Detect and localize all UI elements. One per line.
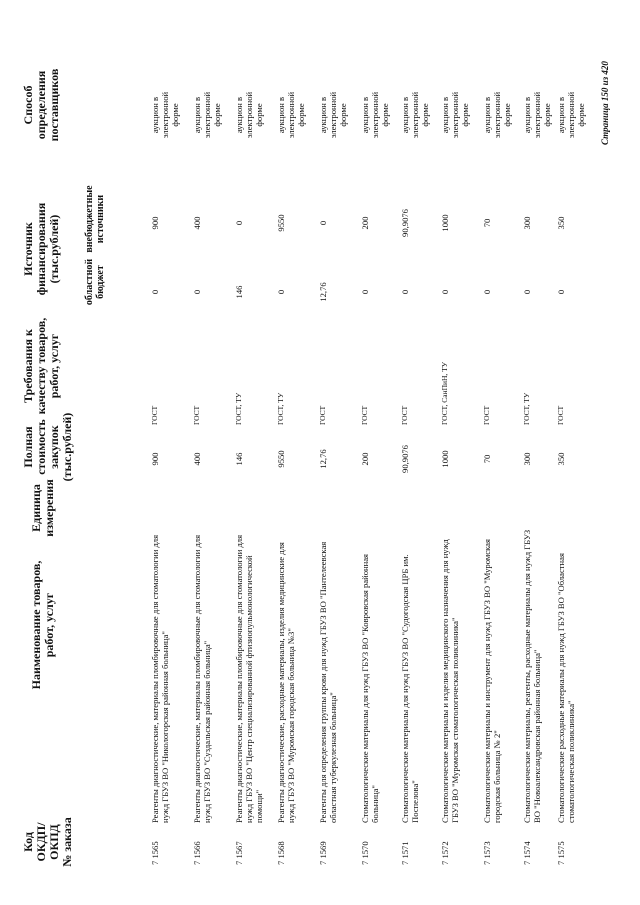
cell-extra: 90,9076 — [400, 209, 410, 237]
cell-method: аукцион в электронной форме — [360, 91, 390, 139]
cell-cost: 300 — [522, 452, 532, 466]
cell-name: Реагенты диагностические, материалы пломбировочные для стоматологии для нужд ГБУЗ ВО "Суздальская районная больница" — [192, 534, 212, 823]
cell-extra: 900 — [150, 216, 160, 230]
cell-budget: 0 — [482, 289, 492, 295]
cell-code: 7 1570 — [360, 841, 370, 865]
cell-method: аукцион в электронной форме — [522, 91, 552, 139]
cell-name: Стоматологические материалы и изделия медицинского назначения для нужд ГБУЗ ВО "Муромская стоматологическая поликлиника" — [440, 539, 460, 823]
cell-extra: 300 — [522, 216, 532, 230]
cell-cost: 9550 — [276, 450, 286, 468]
cell-name: Стоматологические материалы, реагенты, расходные материалы для нужд ГБУЗ ВО "Новоалександровская районная больница" — [522, 529, 542, 823]
cell-cost: 1000 — [440, 450, 450, 468]
cell-method: аукцион в электронной форме — [318, 91, 348, 139]
cell-extra: 350 — [556, 216, 566, 230]
cell-extra: 0 — [318, 220, 328, 226]
cell-budget: 0 — [192, 289, 202, 295]
header-requirements: Требования к качеству товаров, работ, услуг — [21, 317, 61, 415]
header-cost: Полная стоимость закупок (тыс.рублей) — [21, 412, 74, 482]
header-financing-budget: областной бюджет — [84, 258, 106, 306]
cell-name: Стоматологические расходные материалы для нужд ГБУЗ ВО "Областная стоматологическая поликлиника" — [556, 553, 576, 823]
cell-name: Реагенты диагностические, материалы пломбировочные для стоматологии для нужд ГБУЗ ВО "Центр специализированной фтизиопульмонологической помощи" — [234, 534, 264, 823]
cell-code: 7 1565 — [150, 841, 160, 865]
cell-method: аукцион в электронной форме — [234, 91, 264, 139]
cell-budget: 0 — [440, 289, 450, 295]
cell-code: 7 1567 — [234, 841, 244, 865]
cell-extra: 9550 — [276, 214, 286, 232]
cell-name: Реагенты для определения группы крови для нужд ГБУЗ ВО "Пантелеевская областная туберкулезная больница" — [318, 541, 338, 823]
cell-code: 7 1573 — [482, 841, 492, 865]
cell-cost: 90,9076 — [400, 445, 410, 473]
header-financing-extra: внебюджетные источники — [84, 185, 106, 253]
header-code: Код ОКДП/ ОКПД № заказа — [21, 817, 74, 867]
cell-name: Стоматологические материалы для нужд ГБУЗ ВО "Судогодская ЦРБ им. Поспелова" — [400, 554, 420, 823]
header-financing: Источник финансирования (тыс.рублей) — [21, 202, 61, 296]
cell-budget: 12,76 — [318, 282, 328, 302]
cell-extra: 400 — [192, 216, 202, 230]
cell-method: аукцион в электронной форме — [482, 91, 512, 139]
cell-cost: 12,76 — [318, 449, 328, 469]
cell-method: аукцион в электронной форме — [150, 91, 180, 139]
cell-requirements: ГОСТ — [400, 405, 409, 425]
header-method: Способ определения поставщиков — [21, 68, 61, 142]
cell-method: аукцион в электронной форме — [440, 91, 470, 139]
cell-extra: 0 — [234, 220, 244, 226]
cell-requirements: ГОСТ — [556, 405, 565, 425]
cell-cost: 400 — [192, 452, 202, 466]
cell-code: 7 1569 — [318, 841, 328, 865]
cell-cost: 70 — [482, 454, 492, 464]
cell-budget: 0 — [360, 289, 370, 295]
cell-requirements: ГОСТ — [482, 405, 491, 425]
cell-budget: 146 — [234, 285, 244, 299]
cell-extra: 200 — [360, 216, 370, 230]
cell-requirements: ГОСТ, ТУ — [522, 392, 531, 425]
cell-budget: 0 — [276, 289, 286, 295]
cell-code: 7 1575 — [556, 841, 566, 865]
cell-budget: 0 — [522, 289, 532, 295]
cell-budget: 0 — [150, 289, 160, 295]
cell-code: 7 1568 — [276, 841, 286, 865]
cell-name: Реагенты диагностические, расходные материалы, изделия медицинские для нужд ГБУЗ ВО "Муромская городская больница №3" — [276, 542, 296, 823]
cell-requirements: ГОСТ — [360, 405, 369, 425]
cell-budget: 0 — [556, 289, 566, 295]
page-number: Страница 150 из 420 — [600, 61, 610, 145]
cell-name: Стоматологические материалы и инструмент для нужд ГБУЗ ВО "Муромская городская больница № 2" — [482, 539, 502, 823]
cell-requirements: ГОСТ, ТУ — [234, 392, 243, 425]
cell-requirements: ГОСТ — [150, 405, 159, 425]
cell-method: аукцион в электронной форме — [556, 91, 586, 139]
cell-method: аукцион в электронной форме — [276, 91, 306, 139]
cell-cost: 146 — [234, 452, 244, 466]
cell-requirements: ГОСТ — [318, 405, 327, 425]
cell-requirements: ГОСТ, ТУ — [276, 392, 285, 425]
cell-budget: 0 — [400, 289, 410, 295]
header-unit: Единица измерения — [29, 479, 56, 537]
cell-name: Стоматологические материалы для нужд ГБУЗ ВО "Ковровская районная больница" — [360, 554, 380, 823]
cell-code: 7 1566 — [192, 841, 202, 865]
cell-method: аукцион в электронной форме — [192, 91, 222, 139]
cell-requirements: ГОСТ, СанПиН, ТУ — [440, 361, 449, 425]
cell-code: 7 1574 — [522, 841, 532, 865]
cell-cost: 200 — [360, 452, 370, 466]
cell-code: 7 1571 — [400, 841, 410, 865]
cell-cost: 350 — [556, 452, 566, 466]
header-name: Наименование товаров, работ, услуг — [29, 560, 56, 690]
cell-extra: 70 — [482, 218, 492, 228]
cell-requirements: ГОСТ — [192, 405, 201, 425]
cell-name: Реагенты диагностические, материалы пломбировочные для стоматологии для нужд ГБУЗ ВО "Никологорская районная больница" — [150, 534, 170, 823]
cell-extra: 1000 — [440, 214, 450, 232]
cell-cost: 900 — [150, 452, 160, 466]
cell-code: 7 1572 — [440, 841, 450, 865]
cell-method: аукцион в электронной форме — [400, 91, 430, 139]
